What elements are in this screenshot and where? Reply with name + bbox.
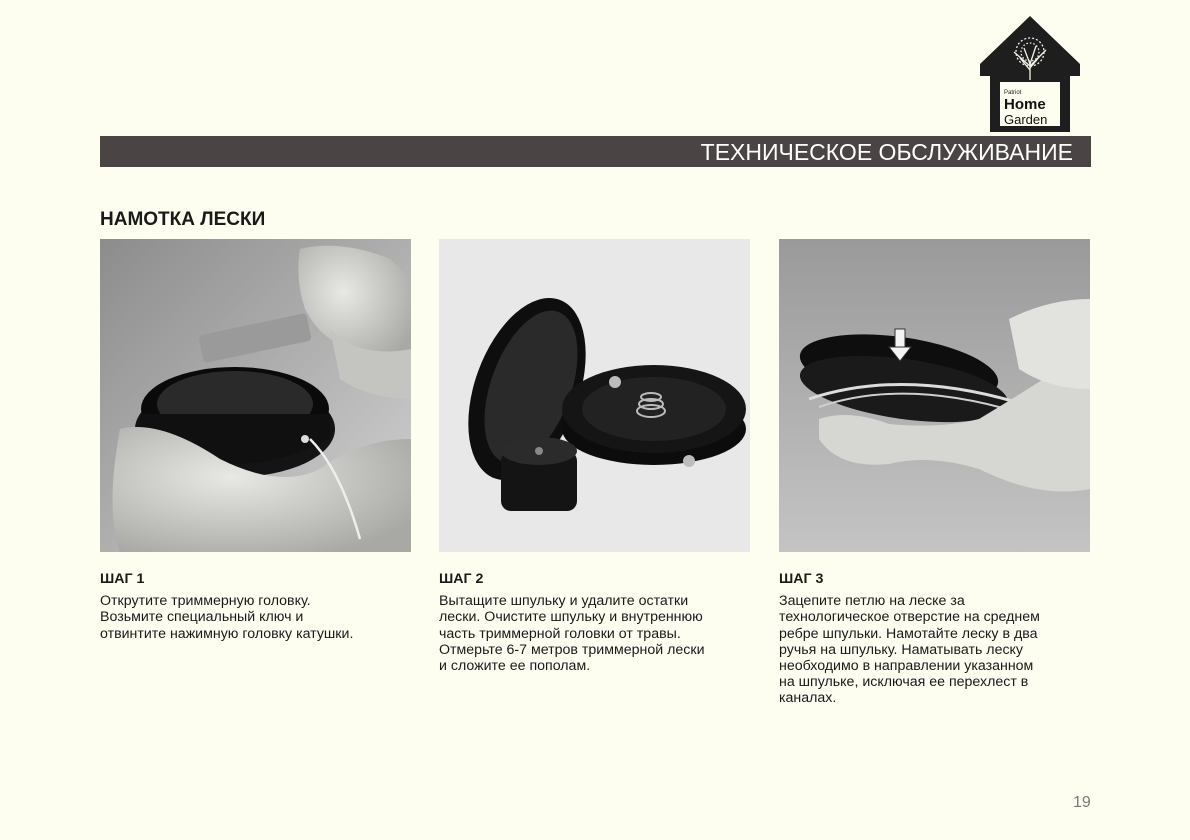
step-3-line: ребре шпульки. Намотайте леску в два (779, 625, 1038, 642)
logo-patriot-text: Patriot (1004, 90, 1022, 96)
logo-garden-text: Garden (1004, 112, 1048, 127)
step-3-photo (779, 239, 1090, 552)
step-2-title: ШАГ 2 (439, 571, 484, 587)
header-bar (100, 136, 1091, 167)
step-2-photo (439, 239, 750, 552)
step-3-line: ручья на шпульку. Наматывать леску (779, 641, 1024, 658)
step-1-title: ШАГ 1 (100, 571, 145, 587)
header-title: ТЕХНИЧЕСКОЕ ОБСЛУЖИВАНИЕ (700, 139, 1073, 165)
step-3-line: на шпульке, исключая ее перехлест в (779, 674, 1029, 691)
step-2-line: лески. Очистите шпульку и внутреннюю (439, 609, 703, 626)
logo-home-text: Home (1004, 96, 1046, 113)
step-3-line: технологическое отверстие на среднем (779, 609, 1040, 626)
step-2 (439, 571, 769, 674)
section-title: НАМОТКА ЛЕСКИ (100, 209, 266, 230)
step-2-text (439, 593, 769, 674)
step-1-text (100, 593, 430, 642)
brand-logo (976, 14, 1084, 134)
step-1-line: Открутите триммерную головку. (100, 593, 311, 610)
step-1 (100, 571, 430, 642)
step-3-line: Зацепите петлю на леске за (779, 593, 965, 610)
step-1-photo (100, 239, 411, 552)
step-3-title: ШАГ 3 (779, 571, 824, 587)
step-1-line: Возьмите специальный ключ и (100, 609, 304, 626)
step-3 (779, 571, 1109, 707)
step-2-line: и сложите ее пополам. (439, 658, 591, 675)
step-2-line: часть триммерной головки от травы. (439, 625, 681, 642)
step-3-line: необходимо в направлении указанном (779, 658, 1034, 675)
step-2-line: Вытащите шпульку и удалите остатки (439, 593, 689, 610)
step-3-line: каналах. (779, 690, 837, 707)
step-3-text (779, 593, 1109, 706)
step-1-line: отвинтите нажимную головку катушки. (100, 625, 354, 642)
step-2-line: Отмерьте 6-7 метров триммерной лески (439, 641, 705, 658)
page-number: 19 (1073, 794, 1091, 811)
